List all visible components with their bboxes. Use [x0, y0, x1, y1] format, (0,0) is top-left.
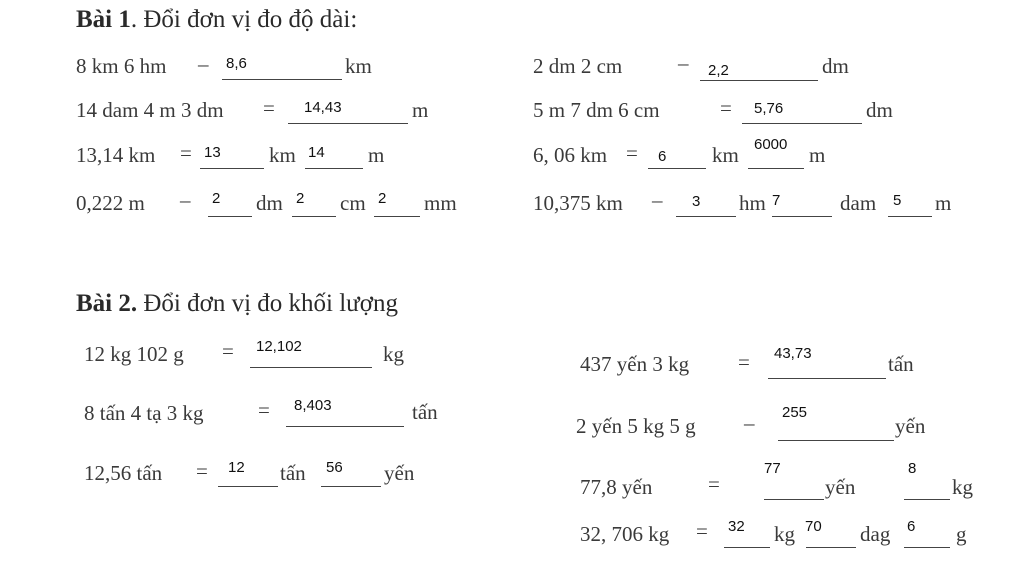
ex2-right-row4-answer-2: 70 — [805, 518, 822, 535]
ex2-left-row3-answer-2: 56 — [326, 459, 343, 476]
ex2-right-row4-expression: 32, 706 kg — [580, 522, 670, 546]
ex2-left-row3-equals: = — [196, 459, 208, 483]
exercise-1-title: . Đổi đơn vị đo độ dài: — [130, 6, 358, 33]
ex2-left-row1-expression: 12 kg 102 g — [84, 342, 184, 366]
ex2-right-row4-answer-1: 32 — [728, 518, 745, 535]
ex1-left-row3-blank-2 — [305, 168, 363, 169]
ex2-right-row4-unit-2: dag — [860, 522, 891, 546]
ex2-right-row4-equals: = — [696, 519, 708, 543]
ex1-right-row3-answer-2: 6000 — [754, 136, 788, 153]
exercise-2-heading — [76, 290, 398, 318]
ex1-right-row3-answer-1: 6 — [658, 148, 667, 165]
ex2-right-row3-answer-1: 77 — [764, 460, 781, 477]
ex1-right-row4-expression: 10,375 km — [533, 191, 623, 215]
ex2-left-row3-blank-2 — [321, 486, 381, 487]
ex2-left-row3-answer-1: 12 — [228, 459, 245, 476]
ex1-left-row3-answer-2: 14 — [308, 144, 325, 161]
ex1-right-row4-unit-1: hm — [739, 191, 766, 215]
ex1-left-row3-answer-1: 13 — [204, 144, 221, 161]
ex1-left-row1-answer: 8,6 — [226, 55, 247, 72]
exercise-2-title: Đổi đơn vị đo khối lượng — [137, 290, 398, 317]
ex1-right-row4-answer-1: 3 — [692, 193, 701, 210]
exercise-2-number: Bài 2. — [76, 290, 138, 317]
ex2-left-row2-blank — [286, 426, 404, 427]
ex2-left-row1-unit: kg — [383, 342, 404, 366]
ex1-right-row1-answer: 2,2 — [708, 62, 729, 79]
exercise-1-number: Bài 1 — [76, 6, 131, 33]
ex1-left-row2-blank — [288, 123, 408, 124]
ex2-right-row1-equals: = — [738, 350, 750, 374]
ex1-left-row4-answer-2: 2 — [296, 190, 305, 207]
ex2-right-row2-answer: 255 — [782, 404, 808, 421]
ex2-left-row3-unit-2: yến — [384, 461, 415, 485]
ex1-left-row4-answer-3: 2 — [378, 190, 387, 207]
ex1-right-row1-expression: 2 dm 2 cm — [533, 54, 623, 78]
ex2-left-row3-blank-1 — [218, 486, 278, 487]
ex1-right-row4-unit-3: m — [935, 191, 952, 215]
ex1-right-row2-equals: = — [720, 96, 732, 120]
ex2-left-row1-answer: 12,102 — [256, 338, 302, 355]
ex1-left-row4-blank-2 — [292, 216, 336, 217]
ex1-right-row2-expression: 5 m 7 dm 6 cm — [533, 98, 660, 122]
ex1-left-row4-blank-3 — [374, 216, 420, 217]
ex1-left-row1-blank — [222, 79, 342, 80]
ex2-left-row1-equals: = — [222, 339, 234, 363]
exercise-1-heading — [76, 6, 357, 34]
ex1-right-row4-blank-1 — [676, 216, 736, 217]
ex1-right-row1-dash: – — [678, 51, 689, 75]
ex2-right-row2-dash: – — [744, 411, 755, 435]
ex2-right-row3-unit-1: yến — [825, 475, 856, 499]
ex1-right-row3-equals: = — [626, 141, 638, 165]
ex1-left-row2-unit: m — [412, 98, 429, 122]
ex1-right-row4-blank-3 — [888, 216, 932, 217]
ex1-right-row4-dash: – — [652, 188, 663, 212]
ex1-right-row4-answer-3: 5 — [893, 192, 902, 209]
ex1-left-row4-unit-1: dm — [256, 191, 283, 215]
ex2-right-row4-blank-1 — [724, 547, 770, 548]
ex1-left-row4-expression: 0,222 m — [76, 191, 145, 215]
ex2-right-row1-unit: tấn — [888, 352, 914, 376]
ex1-right-row2-blank — [742, 123, 862, 124]
ex2-right-row4-blank-2 — [806, 547, 856, 548]
ex1-left-row4-dash: – — [180, 188, 191, 212]
ex1-right-row2-answer: 5,76 — [754, 100, 784, 117]
ex2-left-row3-expression: 12,56 tấn — [84, 461, 163, 485]
ex1-left-row3-blank-1 — [200, 168, 264, 169]
ex1-right-row1-unit: dm — [822, 54, 849, 78]
ex2-right-row1-answer: 43,73 — [774, 345, 812, 362]
ex1-right-row3-unit-1: km — [712, 143, 739, 167]
ex2-right-row3-equals: = — [708, 472, 720, 496]
ex2-left-row2-unit: tấn — [412, 400, 438, 424]
ex2-right-row2-unit: yến — [895, 414, 926, 438]
ex1-left-row4-blank-1 — [208, 216, 252, 217]
ex1-left-row4-unit-3: mm — [424, 191, 457, 215]
ex2-left-row3-unit-1: tấn — [280, 461, 306, 485]
ex2-right-row3-unit-2: kg — [952, 475, 973, 499]
ex1-left-row4-unit-2: cm — [340, 191, 366, 215]
ex2-right-row4-answer-3: 6 — [907, 518, 916, 535]
ex1-left-row3-unit-1: km — [269, 143, 296, 167]
ex2-right-row4-unit-3: g — [956, 522, 967, 546]
ex1-left-row1-unit: km — [345, 54, 372, 78]
ex2-right-row4-blank-3 — [904, 547, 950, 548]
ex1-left-row3-unit-2: m — [368, 143, 385, 167]
ex1-right-row4-blank-2 — [772, 216, 832, 217]
ex1-right-row3-expression: 6, 06 km — [533, 143, 608, 167]
ex2-left-row2-answer: 8,403 — [294, 397, 332, 414]
ex1-right-row4-unit-2: dam — [840, 191, 877, 215]
ex2-left-row1-blank — [250, 367, 372, 368]
ex1-right-row3-blank-2 — [748, 168, 804, 169]
ex2-right-row2-blank — [778, 440, 894, 441]
ex2-left-row2-expression: 8 tấn 4 tạ 3 kg — [84, 401, 204, 425]
ex2-right-row2-expression: 2 yến 5 kg 5 g — [576, 414, 696, 438]
ex1-right-row1-blank — [700, 80, 818, 81]
ex2-right-row1-blank — [768, 378, 886, 379]
ex1-right-row4-answer-2: 7 — [772, 192, 781, 209]
ex1-left-row3-equals: = — [180, 141, 192, 165]
ex1-right-row2-unit: dm — [866, 98, 893, 122]
ex1-left-row2-equals: = — [263, 96, 275, 120]
ex2-right-row3-blank-1 — [764, 499, 824, 500]
ex1-right-row3-unit-2: m — [809, 143, 826, 167]
ex1-left-row2-expression: 14 dam 4 m 3 dm — [76, 98, 224, 122]
ex2-right-row4-unit-1: kg — [774, 522, 795, 546]
ex2-right-row3-blank-2 — [904, 499, 950, 500]
ex1-left-row4-answer-1: 2 — [212, 190, 221, 207]
ex1-left-row1-dash: – — [198, 52, 209, 76]
ex2-right-row3-expression: 77,8 yến — [580, 475, 653, 499]
ex1-left-row3-expression: 13,14 km — [76, 143, 156, 167]
ex2-right-row1-expression: 437 yến 3 kg — [580, 352, 690, 376]
ex1-right-row3-blank-1 — [648, 168, 706, 169]
ex2-right-row3-answer-2: 8 — [908, 460, 917, 477]
ex2-left-row2-equals: = — [258, 398, 270, 422]
ex1-left-row2-answer: 14,43 — [304, 99, 342, 116]
ex1-left-row1-expression: 8 km 6 hm — [76, 54, 167, 78]
